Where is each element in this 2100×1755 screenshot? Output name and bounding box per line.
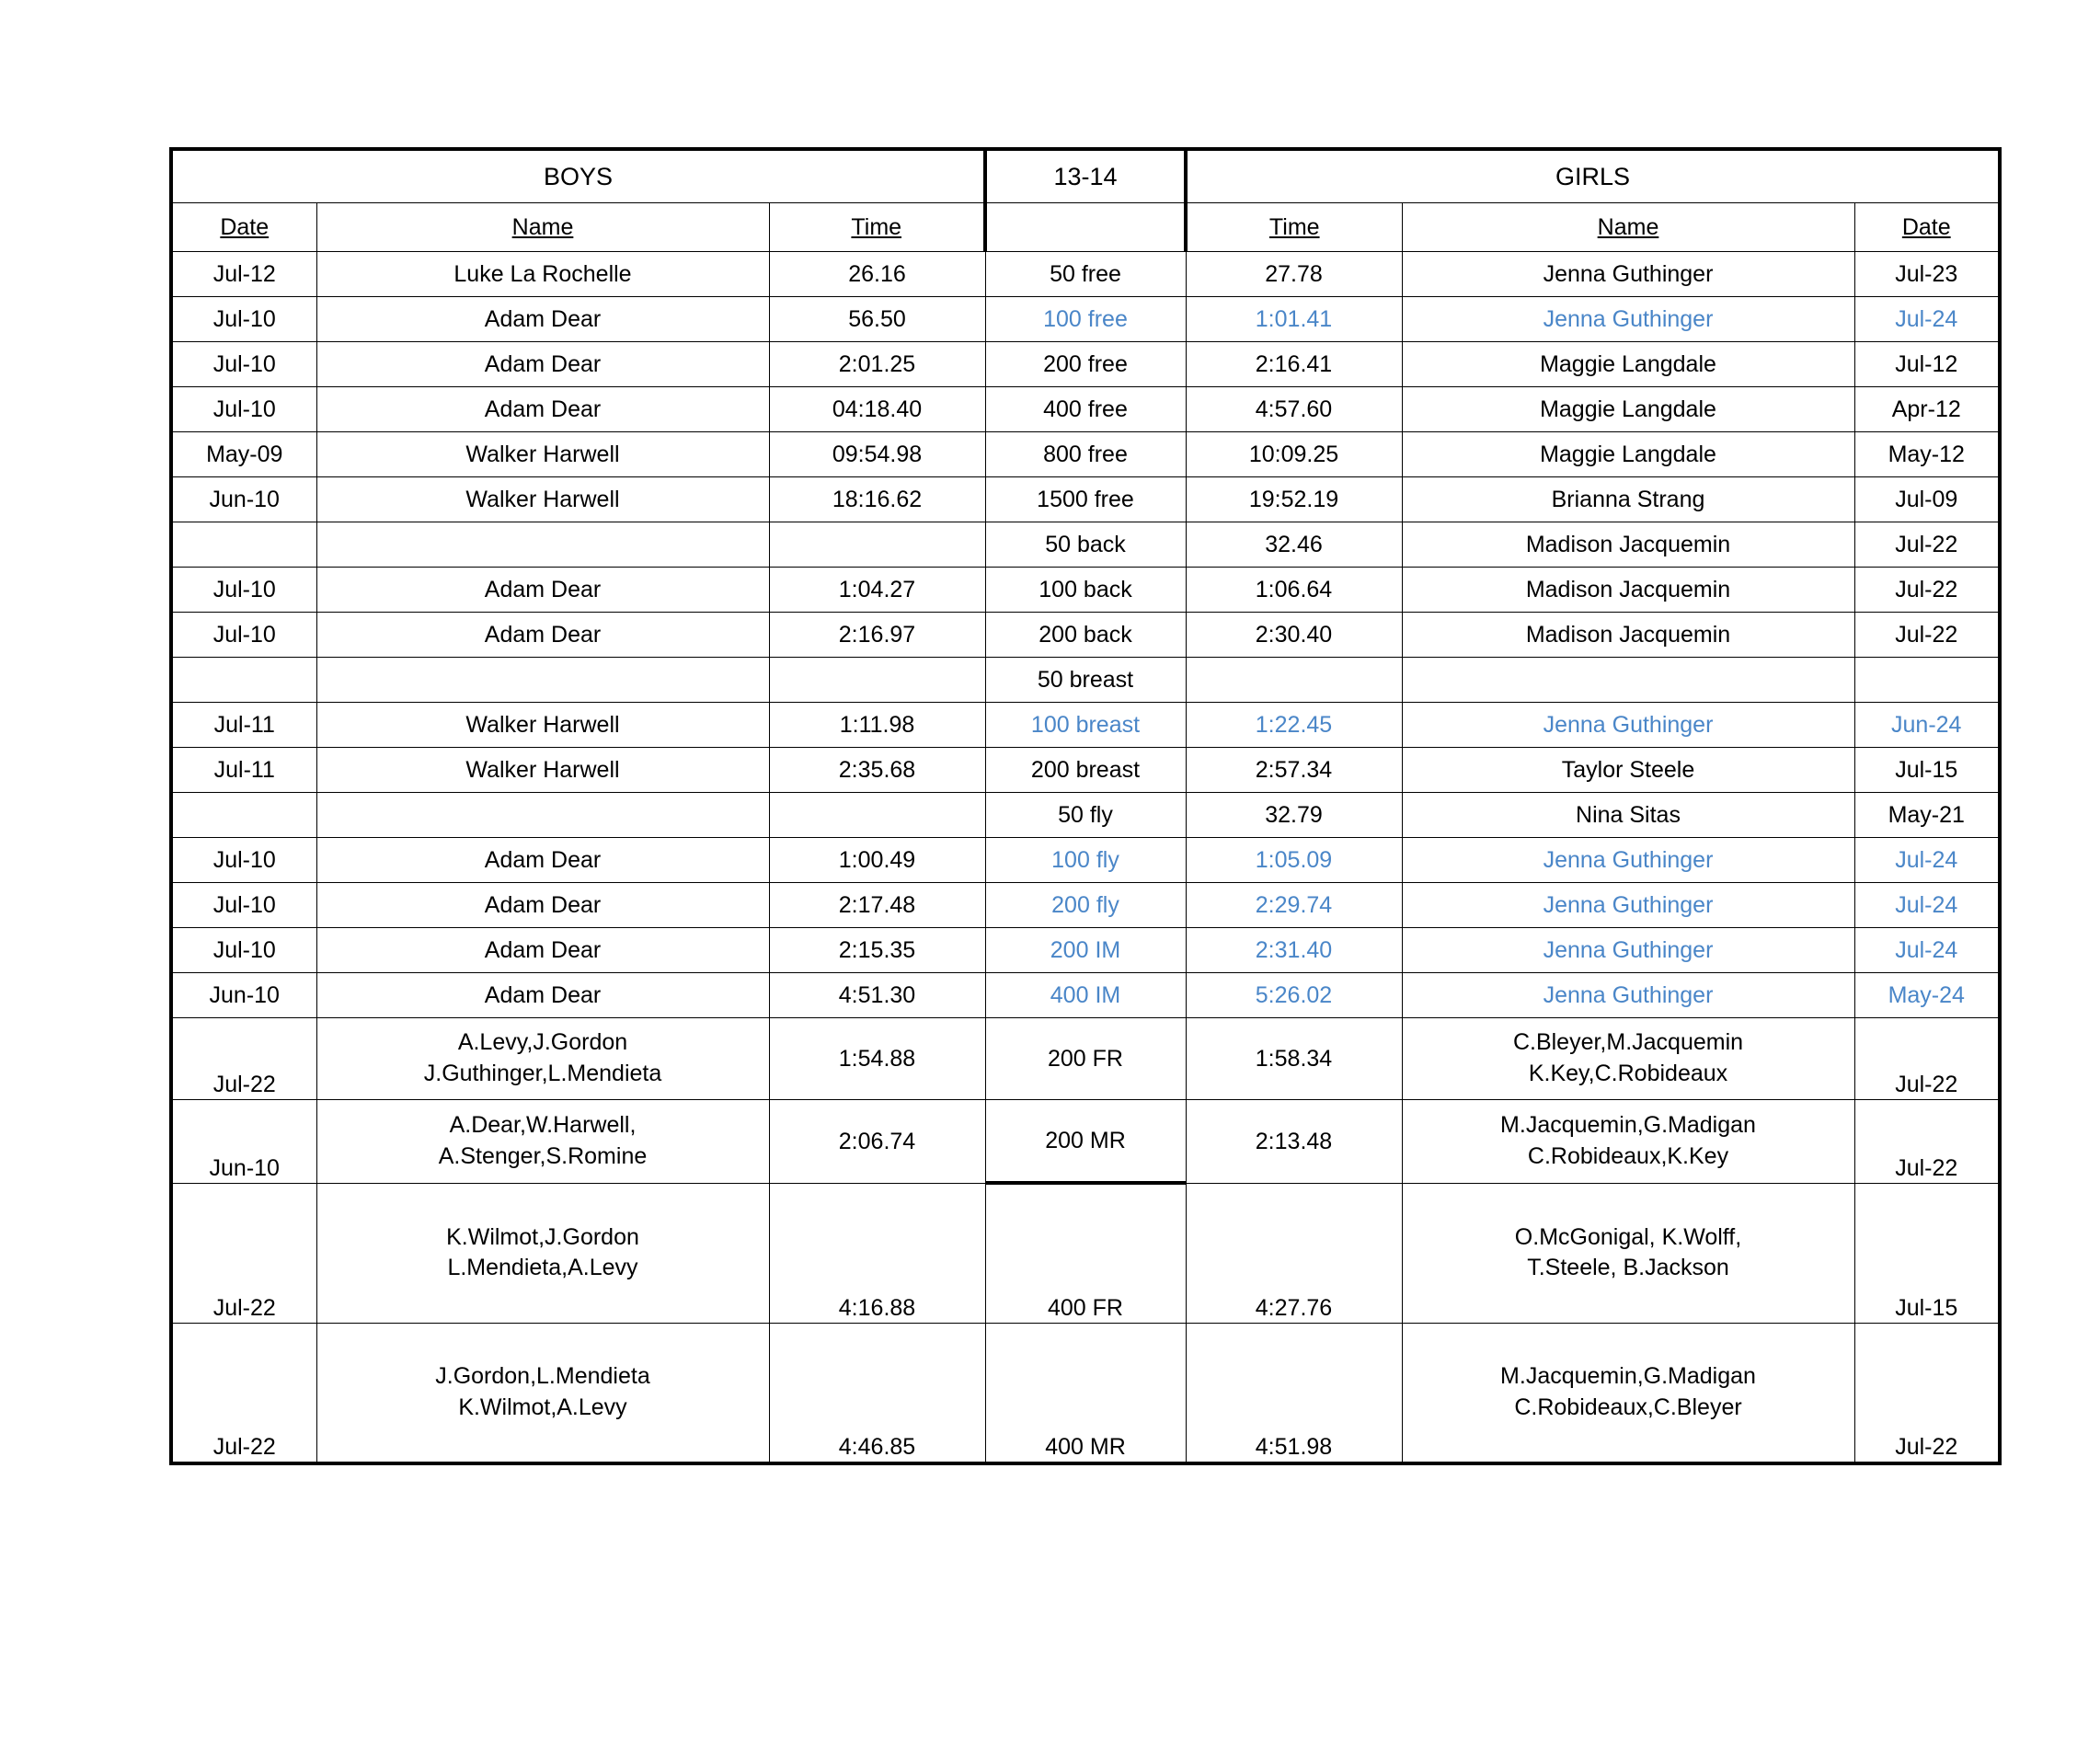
girls-time: 1:06.64: [1186, 568, 1402, 613]
event-name: 100 free: [985, 297, 1186, 342]
boys-date: Jun-10: [171, 477, 316, 522]
boys-relay-line2: J.Guthinger,L.Mendieta: [423, 1061, 662, 1086]
boys-relay-names: [316, 1018, 769, 1100]
girls-name: Brianna Strang: [1402, 477, 1854, 522]
relay-row: [171, 1018, 2000, 1100]
table-row: [171, 838, 2000, 883]
table-row: [171, 703, 2000, 748]
table-row: [171, 297, 2000, 342]
boys-relay-line1: J.Gordon,L.Mendieta: [435, 1363, 650, 1390]
girls-name: Maggie Langdale: [1402, 342, 1854, 387]
column-header-girls-time: Time: [1186, 203, 1402, 252]
boys-name: [316, 658, 769, 703]
table-row: [171, 387, 2000, 432]
boys-name: Adam Dear: [316, 883, 769, 928]
girls-date: Jul-24: [1854, 838, 2000, 883]
boys-name: Walker Harwell: [316, 748, 769, 793]
event-name: 200 free: [985, 342, 1186, 387]
boys-date: Jul-12: [171, 252, 316, 297]
girls-name: Jenna Guthinger: [1402, 703, 1854, 748]
event-name: 100 breast: [985, 703, 1186, 748]
relay-row: [171, 1100, 2000, 1184]
girls-name: Jenna Guthinger: [1402, 973, 1854, 1018]
girls-time: 32.46: [1186, 522, 1402, 568]
boys-relay-names: [316, 1183, 769, 1324]
table-row: [171, 477, 2000, 522]
girls-name: Jenna Guthinger: [1402, 928, 1854, 973]
column-header-boys-date: Date: [171, 203, 316, 252]
boys-date: Jul-22: [171, 1183, 316, 1324]
boys-date: May-09: [171, 432, 316, 477]
event-name: 200 back: [985, 613, 1186, 658]
header-girls: GIRLS: [1186, 149, 2000, 203]
girls-time: 4:27.76: [1186, 1183, 1402, 1324]
boys-time: [769, 793, 985, 838]
table-subheader-row: [171, 203, 2000, 252]
boys-relay-line1: A.Dear,W.Harwell,: [449, 1112, 637, 1138]
girls-date: Jul-15: [1854, 1183, 2000, 1324]
girls-relay-line1: M.Jacquemin,G.Madigan: [1500, 1363, 1756, 1390]
girls-date: Jul-12: [1854, 342, 2000, 387]
girls-name: Jenna Guthinger: [1402, 838, 1854, 883]
boys-time: 18:16.62: [769, 477, 985, 522]
girls-name: Jenna Guthinger: [1402, 883, 1854, 928]
girls-name: Maggie Langdale: [1402, 432, 1854, 477]
boys-name: Adam Dear: [316, 297, 769, 342]
event-name: 200 fly: [985, 883, 1186, 928]
table-row: [171, 432, 2000, 477]
girls-time: 19:52.19: [1186, 477, 1402, 522]
girls-time: 10:09.25: [1186, 432, 1402, 477]
table-row: [171, 342, 2000, 387]
column-header-boys-time: Time: [769, 203, 985, 252]
table-row: [171, 658, 2000, 703]
boys-date: Jul-10: [171, 342, 316, 387]
records-table-container: [169, 147, 1965, 1465]
boys-time: 2:17.48: [769, 883, 985, 928]
column-header-girls-date: Date: [1854, 203, 2000, 252]
girls-date: Jul-22: [1854, 613, 2000, 658]
girls-name: Jenna Guthinger: [1402, 297, 1854, 342]
header-boys: BOYS: [171, 149, 985, 203]
girls-time: 2:29.74: [1186, 883, 1402, 928]
boys-time: 04:18.40: [769, 387, 985, 432]
table-row: [171, 252, 2000, 297]
boys-name: Luke La Rochelle: [316, 252, 769, 297]
event-name: 400 MR: [985, 1324, 1186, 1464]
girls-time: 4:51.98: [1186, 1324, 1402, 1464]
girls-date: Jul-24: [1854, 928, 2000, 973]
event-name: 50 fly: [985, 793, 1186, 838]
girls-date: Jun-24: [1854, 703, 2000, 748]
boys-date: Jul-10: [171, 387, 316, 432]
boys-name: Walker Harwell: [316, 703, 769, 748]
table-row: [171, 928, 2000, 973]
event-name: 200 MR: [985, 1100, 1186, 1184]
boys-name: Adam Dear: [316, 568, 769, 613]
boys-relay-line2: A.Stenger,S.Romine: [438, 1142, 648, 1169]
boys-date: [171, 793, 316, 838]
girls-name: Madison Jacquemin: [1402, 522, 1854, 568]
girls-time: 4:57.60: [1186, 387, 1402, 432]
boys-relay-line1: A.Levy,J.Gordon: [457, 1029, 628, 1056]
table-row: [171, 613, 2000, 658]
girls-time: 1:01.41: [1186, 297, 1402, 342]
girls-name: Taylor Steele: [1402, 748, 1854, 793]
girls-date: Jul-22: [1854, 1324, 2000, 1464]
boys-time: 1:54.88: [769, 1018, 985, 1100]
boys-date: Jul-22: [171, 1324, 316, 1464]
girls-date: [1854, 658, 2000, 703]
boys-time: [769, 658, 985, 703]
event-name: 50 back: [985, 522, 1186, 568]
boys-name: Adam Dear: [316, 613, 769, 658]
boys-date: Jun-10: [171, 1100, 316, 1184]
boys-date: Jul-11: [171, 748, 316, 793]
girls-relay-line1: M.Jacquemin,G.Madigan: [1500, 1112, 1756, 1138]
girls-name: Jenna Guthinger: [1402, 252, 1854, 297]
girls-relay-names: [1402, 1183, 1854, 1324]
relay-row: [171, 1324, 2000, 1464]
girls-relay-line2: K.Key,C.Robideaux: [1528, 1061, 1728, 1086]
event-name: 200 FR: [985, 1018, 1186, 1100]
boys-time: 1:04.27: [769, 568, 985, 613]
girls-date: May-21: [1854, 793, 2000, 838]
girls-time: 2:31.40: [1186, 928, 1402, 973]
boys-time: [769, 522, 985, 568]
boys-time: 26.16: [769, 252, 985, 297]
girls-relay-line2: C.Robideaux,C.Bleyer: [1514, 1394, 1742, 1420]
event-name: 800 free: [985, 432, 1186, 477]
girls-date: Jul-23: [1854, 252, 2000, 297]
boys-date: Jul-22: [171, 1018, 316, 1100]
table-row: [171, 522, 2000, 568]
boys-name: Walker Harwell: [316, 477, 769, 522]
girls-relay-names: [1402, 1324, 1854, 1464]
boys-date: Jul-10: [171, 568, 316, 613]
boys-time: 4:51.30: [769, 973, 985, 1018]
girls-date: Jul-22: [1854, 1018, 2000, 1100]
girls-time: 32.79: [1186, 793, 1402, 838]
boys-date: Jul-11: [171, 703, 316, 748]
girls-relay-line2: T.Steele, B.Jackson: [1527, 1255, 1729, 1281]
boys-name: [316, 793, 769, 838]
girls-name: Madison Jacquemin: [1402, 568, 1854, 613]
boys-name: Adam Dear: [316, 973, 769, 1018]
girls-date: Jul-22: [1854, 568, 2000, 613]
girls-time: 2:57.34: [1186, 748, 1402, 793]
boys-date: Jul-10: [171, 928, 316, 973]
boys-date: [171, 658, 316, 703]
girls-name: Madison Jacquemin: [1402, 613, 1854, 658]
girls-time: 1:58.34: [1186, 1018, 1402, 1100]
boys-name: Adam Dear: [316, 928, 769, 973]
boys-time: 56.50: [769, 297, 985, 342]
girls-time: 27.78: [1186, 252, 1402, 297]
girls-date: May-12: [1854, 432, 2000, 477]
event-name: 100 fly: [985, 838, 1186, 883]
event-name: 200 breast: [985, 748, 1186, 793]
header-age-group: 13-14: [985, 149, 1186, 203]
event-name: 1500 free: [985, 477, 1186, 522]
girls-relay-line1: O.McGonigal, K.Wolff,: [1514, 1223, 1742, 1250]
girls-time: 1:22.45: [1186, 703, 1402, 748]
event-name: 200 IM: [985, 928, 1186, 973]
boys-time: 4:46.85: [769, 1324, 985, 1464]
event-name: 400 IM: [985, 973, 1186, 1018]
records-table: [169, 147, 2002, 1465]
girls-name: Maggie Langdale: [1402, 387, 1854, 432]
boys-name: Adam Dear: [316, 387, 769, 432]
event-name: 400 free: [985, 387, 1186, 432]
relay-row: [171, 1183, 2000, 1324]
girls-time: [1186, 658, 1402, 703]
boys-date: Jul-10: [171, 613, 316, 658]
boys-time: 1:00.49: [769, 838, 985, 883]
table-header-row: [171, 149, 2000, 203]
column-header-event: [985, 203, 1186, 252]
boys-time: 2:15.35: [769, 928, 985, 973]
boys-time: 1:11.98: [769, 703, 985, 748]
boys-name: Adam Dear: [316, 838, 769, 883]
boys-time: 2:06.74: [769, 1100, 985, 1184]
girls-date: Jul-24: [1854, 297, 2000, 342]
boys-time: 4:16.88: [769, 1183, 985, 1324]
boys-date: Jul-10: [171, 297, 316, 342]
girls-date: Jul-22: [1854, 522, 2000, 568]
girls-time: 5:26.02: [1186, 973, 1402, 1018]
boys-relay-line2: L.Mendieta,A.Levy: [447, 1255, 638, 1281]
girls-date: Apr-12: [1854, 387, 2000, 432]
girls-date: Jul-24: [1854, 883, 2000, 928]
girls-time: 1:05.09: [1186, 838, 1402, 883]
girls-date: Jul-15: [1854, 748, 2000, 793]
boys-time: 2:35.68: [769, 748, 985, 793]
table-row: [171, 568, 2000, 613]
girls-time: 2:13.48: [1186, 1100, 1402, 1184]
table-row: [171, 793, 2000, 838]
boys-relay-line1: K.Wilmot,J.Gordon: [446, 1223, 639, 1250]
boys-relay-names: [316, 1100, 769, 1184]
girls-name: Nina Sitas: [1402, 793, 1854, 838]
column-header-boys-name: Name: [316, 203, 769, 252]
girls-time: 2:16.41: [1186, 342, 1402, 387]
event-name: 50 breast: [985, 658, 1186, 703]
girls-name: [1402, 658, 1854, 703]
boys-name: [316, 522, 769, 568]
boys-date: Jun-10: [171, 973, 316, 1018]
girls-date: May-24: [1854, 973, 2000, 1018]
boys-date: Jul-10: [171, 883, 316, 928]
girls-relay-line2: C.Robideaux,K.Key: [1527, 1142, 1729, 1169]
girls-date: Jul-22: [1854, 1100, 2000, 1184]
boys-time: 2:01.25: [769, 342, 985, 387]
event-name: 400 FR: [985, 1183, 1186, 1324]
boys-name: Walker Harwell: [316, 432, 769, 477]
girls-relay-names: [1402, 1100, 1854, 1184]
boys-time: 09:54.98: [769, 432, 985, 477]
boys-time: 2:16.97: [769, 613, 985, 658]
table-row: [171, 973, 2000, 1018]
girls-relay-line1: C.Bleyer,M.Jacquemin: [1512, 1029, 1744, 1056]
boys-name: Adam Dear: [316, 342, 769, 387]
boys-relay-line2: K.Wilmot,A.Levy: [458, 1394, 627, 1420]
girls-time: 2:30.40: [1186, 613, 1402, 658]
boys-relay-names: [316, 1324, 769, 1464]
boys-date: Jul-10: [171, 838, 316, 883]
boys-date: [171, 522, 316, 568]
event-name: 50 free: [985, 252, 1186, 297]
girls-relay-names: [1402, 1018, 1854, 1100]
column-header-girls-name: Name: [1402, 203, 1854, 252]
table-row: [171, 883, 2000, 928]
event-name: 100 back: [985, 568, 1186, 613]
table-row: [171, 748, 2000, 793]
girls-date: Jul-09: [1854, 477, 2000, 522]
